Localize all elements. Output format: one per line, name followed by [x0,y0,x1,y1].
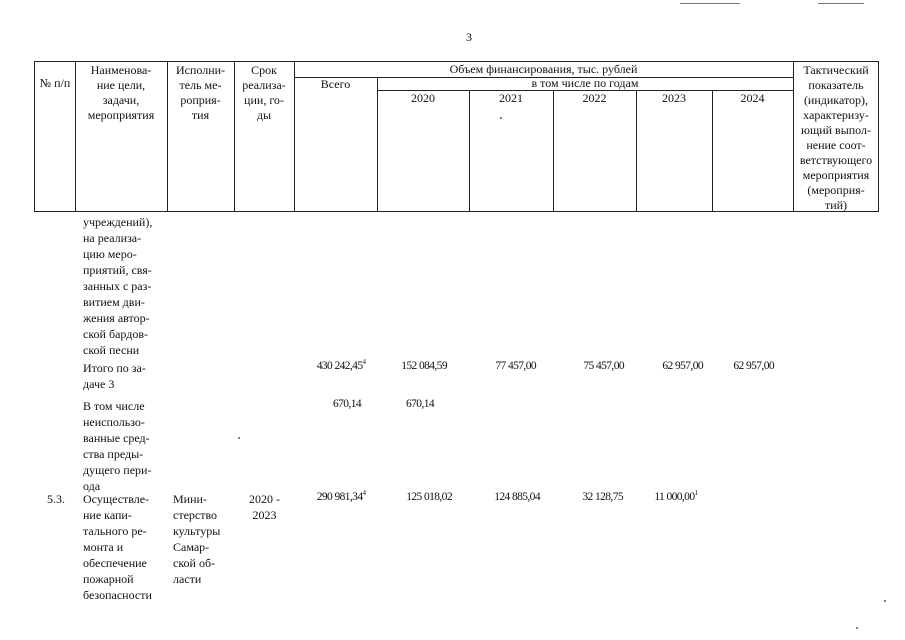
header-term: Срок реализа- ции, го- ды [242,63,286,122]
subtotal-total: 430 242,45$^4$ [316,358,366,372]
unused-name: В том числе неиспользо- ванные сред- ства преды- дущего пери- ода [83,399,152,493]
header-num: № п/п [39,76,71,90]
subtotal-2023: 62 957,00 [662,360,703,372]
header-year-2024: 2024 [740,91,765,105]
subtotal-2021: 77 457,00 [495,360,536,372]
unused-total: 670,14 [332,398,361,410]
header-name: Наименова- ние цели, задачи, мероприятия [87,63,155,122]
header-year-2020: 2020 [411,91,435,105]
item-5-3-name: Осуществле- ние капи- тального ре- монта и обеспечение пожарной безопасности [83,492,152,602]
item-5-3-executor: Мини- стерство культуры Самар- ской об- ласти [173,492,221,586]
unused-2020: 670,14 [405,398,434,410]
item-5-3-2023: 11 000,00$^1$ [654,489,698,503]
header-by-years: в том числе по годам [531,76,639,90]
item-5-3-2021: 124 885,04 [494,491,540,503]
item-5-3-2020: 125 018,02 [406,491,452,503]
scan-speck [856,627,858,629]
header-executor: Исполни- тель ме- роприя- тия [175,63,226,122]
scan-speck [500,117,502,119]
scan-mark-top [680,3,740,4]
header-year-2021: 2021 [499,91,523,105]
subtotal-name: Итого по за- даче 3 [83,361,146,391]
item-5-3-2022: 32 128,75 [582,491,623,503]
header-total: Всего [320,77,351,91]
item-5-3-term: 2020 - 2023 [249,492,280,522]
subtotal-2020: 152 084,59 [401,360,447,372]
header-indicator: Тактический показатель (индикатор), характеризу- ющий выпол- нение соот- ветствующего мероприятия (мероприя- тий) [799,63,873,212]
item-5-3-total: 290 981,34$^4$ [316,489,366,503]
table-header [34,61,879,212]
subtotal-2022: 75 457,00 [583,360,624,372]
scan-speck [238,437,240,439]
page-number: 3 [466,30,472,44]
subtotal-2024: 62 957,00 [733,360,774,372]
item-5-3-num: 5.3. [47,492,65,506]
scan-speck [884,600,886,602]
scan-mark-top-right [818,3,864,4]
header-year-2022: 2022 [582,91,607,105]
header-year-2023: 2023 [662,91,686,105]
continuation-name: учреждений), на реализа- цию меро- приятий, свя- занных с раз- витием дви- жения автор- ской бардов- ской песни [83,215,153,357]
header-funding-title: Объем финансирования, тыс. рублей [449,62,638,76]
